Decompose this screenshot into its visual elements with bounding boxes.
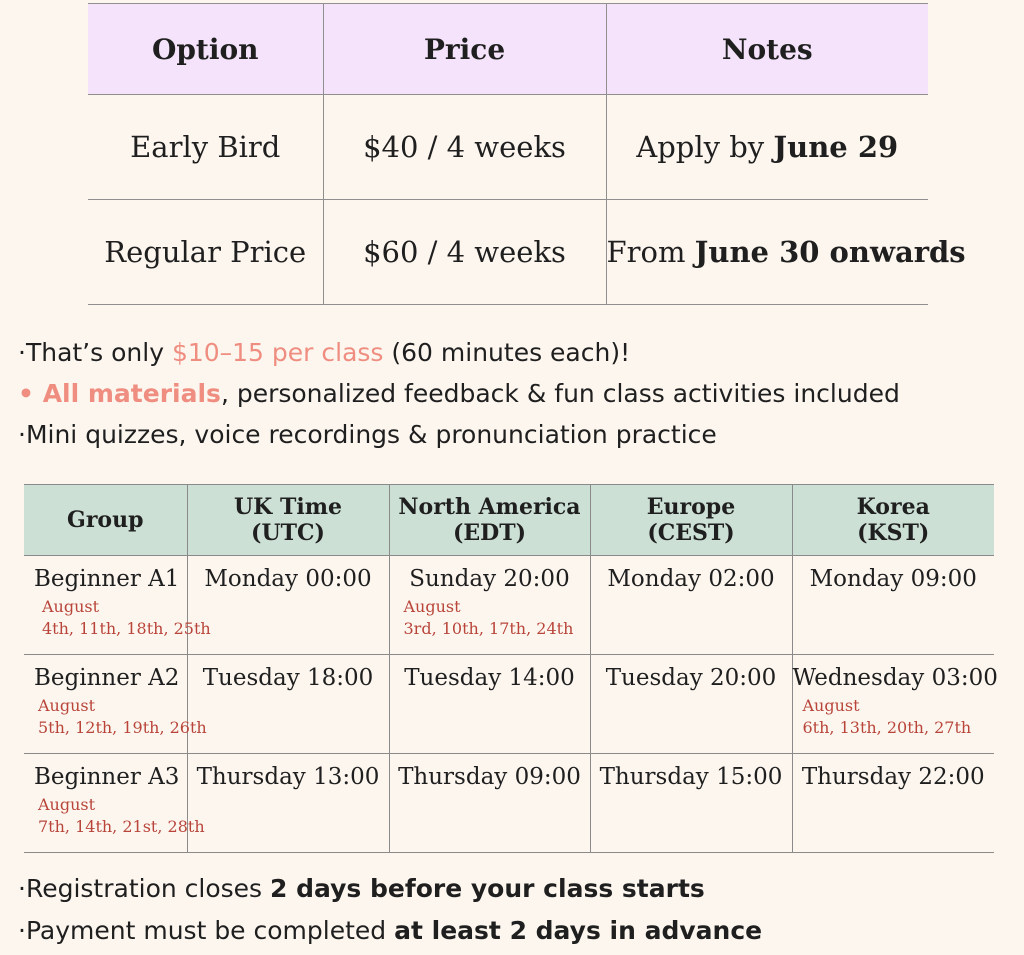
group-cell <box>24 556 211 655</box>
pricing-option: Regular Price <box>88 200 323 305</box>
group-cell <box>24 754 205 853</box>
eu-time: Thursday 15:00 <box>590 754 792 853</box>
na-time-cell <box>389 556 590 655</box>
na-dates <box>390 596 590 640</box>
group-dates <box>34 596 211 640</box>
pricing-row-regular <box>88 200 928 305</box>
schedule-header-europe <box>590 485 792 556</box>
pricing-header-price: Price <box>323 4 606 95</box>
pricing-header-row <box>88 4 928 95</box>
bullet-dot: • <box>18 379 43 408</box>
pricing-option: Early Bird <box>88 95 323 200</box>
group-cell <box>24 655 207 754</box>
pricing-header-notes: Notes <box>606 4 928 95</box>
payment-deadline <box>18 910 1008 952</box>
group-dates <box>34 695 207 739</box>
pricing-notes-date: June 29 <box>773 130 899 164</box>
kr-time-cell <box>792 655 998 754</box>
header-line: Group <box>67 507 144 533</box>
header-line: (EDT) <box>452 520 527 546</box>
kr-time: Wednesday 03:00 <box>792 665 998 691</box>
schedule-header-uk <box>187 485 389 556</box>
na-time: Tuesday 14:00 <box>389 655 590 754</box>
group-name: Beginner A1 <box>34 566 180 592</box>
na-time: Sunday 20:00 <box>409 566 570 592</box>
highlight-accent: All materials <box>42 379 221 408</box>
header-line: North America <box>398 494 581 520</box>
group-dates <box>34 794 205 838</box>
pricing-price: $40 / 4 weeks <box>323 95 606 200</box>
pricing-header-option: Option <box>88 4 323 95</box>
dates-days: 5th, 12th, 19th, 26th <box>38 718 207 737</box>
pricing-notes-text: From <box>606 235 695 269</box>
pricing-notes-date: June 30 onwards <box>694 235 966 269</box>
header-line: UK Time <box>234 494 342 520</box>
header-line: (KST) <box>857 520 930 546</box>
pricing-row-early-bird <box>88 95 928 200</box>
highlight-materials <box>18 373 1008 414</box>
highlight-text: ·That’s only <box>18 338 172 367</box>
registration-deadline <box>18 868 1008 910</box>
uk-time: Tuesday 18:00 <box>187 655 389 754</box>
pricing-price: $60 / 4 weeks <box>323 200 606 305</box>
pricing-notes <box>606 95 928 200</box>
dates-days: 7th, 14th, 21st, 28th <box>38 817 205 836</box>
header-line: (CEST) <box>647 520 735 546</box>
group-name: Beginner A2 <box>34 665 180 691</box>
highlight-accent: $10–15 per class <box>171 338 384 367</box>
note-bold: 2 days before your class starts <box>270 874 705 903</box>
eu-time: Monday 02:00 <box>590 556 792 655</box>
highlights-list <box>18 332 1008 455</box>
pricing-notes <box>606 200 966 305</box>
schedule-row-a3 <box>24 754 994 853</box>
note-text: ·Registration closes <box>18 874 271 903</box>
kr-time: Thursday 22:00 <box>792 754 994 853</box>
kr-dates <box>793 695 995 739</box>
schedule-header-row <box>24 485 994 556</box>
schedule-header-group <box>24 485 187 556</box>
dates-days: 4th, 11th, 18th, 25th <box>42 619 211 638</box>
highlight-quizzes: ·Mini quizzes, voice recordings & pronunciation practice <box>18 420 717 449</box>
dates-days: 3rd, 10th, 17th, 24th <box>403 619 574 638</box>
dates-days: 6th, 13th, 20th, 27th <box>802 718 972 737</box>
uk-time: Thursday 13:00 <box>187 754 389 853</box>
highlight-text: (60 minutes each)! <box>383 338 631 367</box>
header-line: (UTC) <box>251 520 325 546</box>
schedule-header-korea <box>792 485 994 556</box>
schedule-header-north-america <box>389 485 590 556</box>
uk-time: Monday 00:00 <box>187 556 389 655</box>
schedule-table <box>24 484 998 853</box>
schedule-row-a1 <box>24 556 994 655</box>
eu-time: Tuesday 20:00 <box>590 655 792 754</box>
note-text: ·Payment must be completed <box>18 916 395 945</box>
note-bold: at least 2 days in advance <box>394 916 763 945</box>
highlight-price-per-class <box>18 332 1008 373</box>
group-name: Beginner A3 <box>34 764 180 790</box>
pricing-notes-text: Apply by <box>636 130 774 164</box>
dates-month: August <box>403 597 461 616</box>
header-line: Europe <box>646 494 736 520</box>
na-time: Thursday 09:00 <box>389 754 590 853</box>
dates-month: August <box>42 597 100 616</box>
dates-month: August <box>802 696 860 715</box>
kr-time: Monday 09:00 <box>792 556 994 655</box>
schedule-row-a2 <box>24 655 994 754</box>
dates-month: August <box>38 696 96 715</box>
header-line: Korea <box>856 494 930 520</box>
highlight-text: , personalized feedback & fun class activities included <box>220 379 900 408</box>
pricing-table <box>88 3 966 305</box>
dates-month: August <box>38 795 96 814</box>
registration-notes <box>18 868 1008 952</box>
